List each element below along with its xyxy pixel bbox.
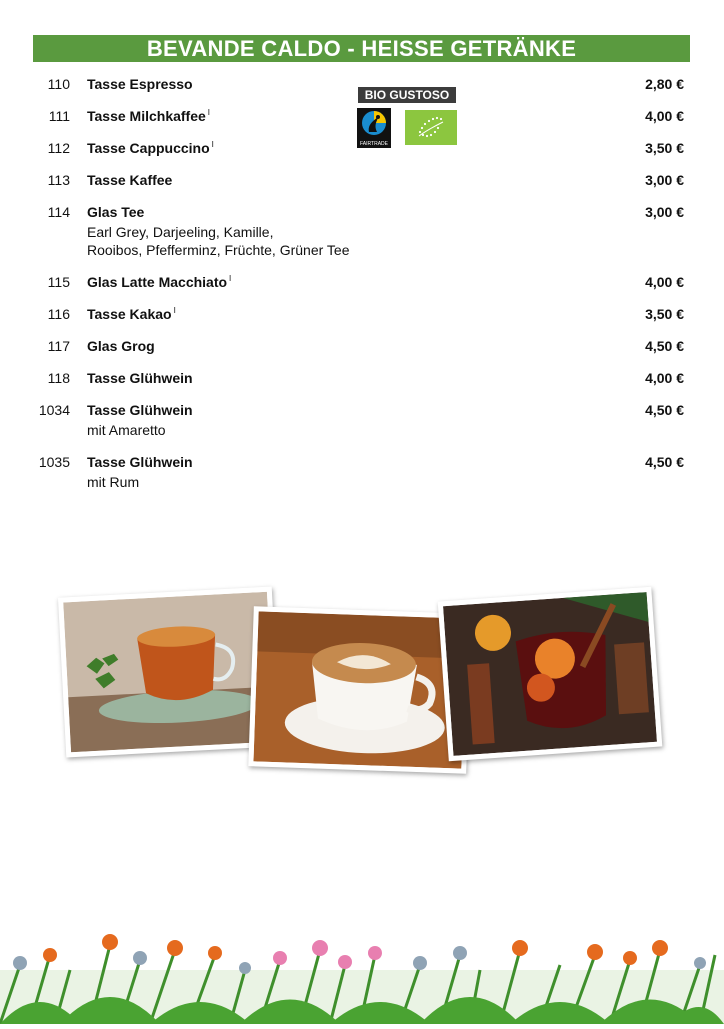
item-name: Tasse Kaffee [87,172,173,188]
mulled-wine-glass-icon [443,592,657,756]
item-description: Earl Grey, Darjeeling, Kamille, Rooibos, Pfefferminz, Früchte, Grüner Tee [87,224,350,258]
item-price: 3,00 € [645,204,684,220]
item-price: 2,80 € [645,76,684,92]
item-number: 114 [47,204,70,220]
tea-photo [58,587,280,758]
item-number: 112 [47,140,70,156]
eu-organic-logo [405,110,457,145]
item-name: Tasse Glühwein [87,402,193,418]
item-price: 3,50 € [645,306,684,322]
page-title: BEVANDE CALDO - HEISSE GETRÄNKE [33,35,690,62]
item-number: 110 [47,76,70,92]
item-name: Glas Latte Macchiato $^I$ [87,274,232,290]
item-name: Tasse Glühwein [87,370,193,386]
item-name: Tasse Kakao $^I$ [87,306,176,322]
item-number: 1034 [38,402,70,418]
svg-text:FAIRTRADE: FAIRTRADE [360,141,388,147]
item-price: 4,00 € [645,108,684,124]
item-name: Tasse Milchkaffee $^I$ [87,108,211,124]
allergen-mark: I [211,140,214,149]
mulled-wine-photo [438,587,663,762]
item-name: Glas Tee [87,204,145,220]
item-number: 113 [47,172,70,188]
item-name: Tasse Cappuccino $^I$ [87,140,214,156]
bio-gustoso-badge: BIO GUSTOSO [358,87,456,103]
tea-cup-icon [63,592,275,752]
item-number: 1035 [38,454,70,470]
item-description: mit Rum [87,474,140,490]
coffee-cup-icon [253,611,466,768]
item-price: 3,50 € [645,140,684,156]
allergen-mark: I [207,108,211,117]
item-price: 4,50 € [645,454,684,470]
item-description: mit Amaretto [87,422,166,438]
fairtrade-icon [357,108,391,148]
item-number: 118 [47,370,70,386]
item-name: Tasse Espresso [87,76,193,92]
item-name: Glas Grog [87,338,155,354]
allergen-mark: I [173,306,176,315]
item-price: 4,50 € [645,338,684,354]
cappuccino-photo [248,606,471,774]
flower-meadow-decoration [0,870,724,1024]
eu-leaf-icon [405,110,457,145]
item-price: 4,00 € [645,370,684,386]
item-price: 4,50 € [645,402,684,418]
allergen-mark: I [229,274,232,283]
item-price: 3,00 € [645,172,684,188]
item-price: 4,00 € [645,274,684,290]
item-number: 116 [47,306,70,322]
item-number: 111 [48,108,70,124]
item-number: 117 [47,338,70,354]
fairtrade-logo [357,108,391,148]
flower-meadow-icon [0,870,724,1024]
item-number: 115 [47,274,70,290]
item-name: Tasse Glühwein [87,454,193,470]
